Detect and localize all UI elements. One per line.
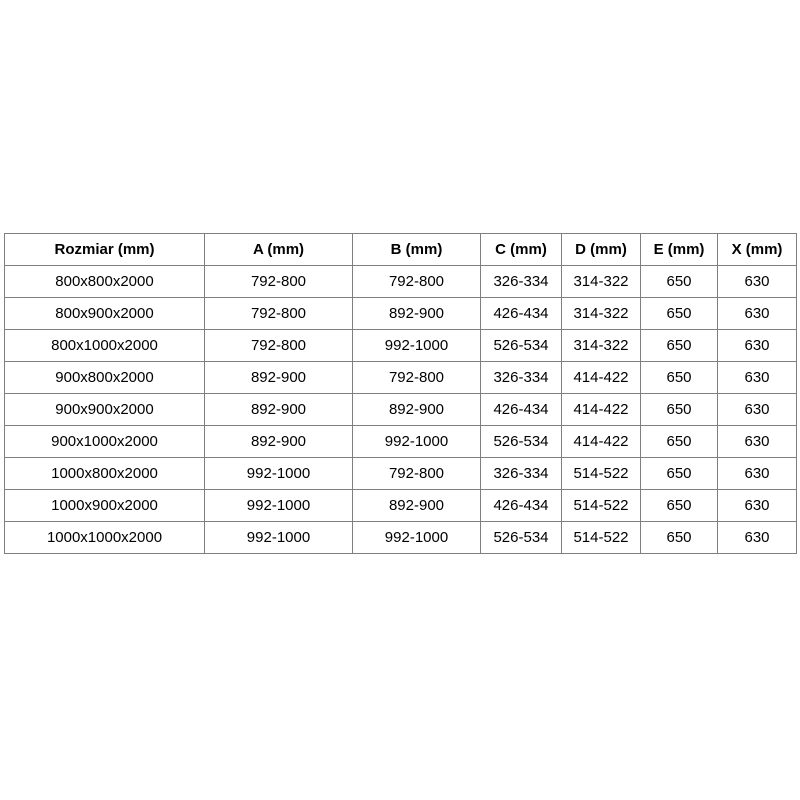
value-cell: 992-1000 — [353, 426, 481, 458]
size-cell: 1000x1000x2000 — [5, 522, 205, 554]
value-cell: 892-900 — [205, 426, 353, 458]
table-row — [5, 458, 797, 490]
value-cell: 650 — [641, 394, 718, 426]
value-cell: 630 — [718, 490, 797, 522]
size-cell: 800x900x2000 — [5, 298, 205, 330]
value-cell: 314-322 — [562, 298, 641, 330]
table-body — [5, 266, 797, 554]
value-cell: 650 — [641, 330, 718, 362]
value-cell: 630 — [718, 362, 797, 394]
value-cell: 630 — [718, 394, 797, 426]
value-cell: 892-900 — [353, 490, 481, 522]
value-cell: 650 — [641, 458, 718, 490]
value-cell: 514-522 — [562, 522, 641, 554]
column-header: E (mm) — [641, 234, 718, 266]
size-cell: 800x1000x2000 — [5, 330, 205, 362]
column-header: B (mm) — [353, 234, 481, 266]
value-cell: 526-534 — [481, 522, 562, 554]
value-cell: 892-900 — [353, 394, 481, 426]
value-cell: 314-322 — [562, 266, 641, 298]
value-cell: 650 — [641, 522, 718, 554]
value-cell: 650 — [641, 298, 718, 330]
value-cell: 792-800 — [205, 266, 353, 298]
table-row — [5, 362, 797, 394]
value-cell: 314-322 — [562, 330, 641, 362]
value-cell: 326-334 — [481, 458, 562, 490]
value-cell: 650 — [641, 490, 718, 522]
size-cell: 800x800x2000 — [5, 266, 205, 298]
dimensions-table — [4, 233, 797, 554]
value-cell: 414-422 — [562, 362, 641, 394]
value-cell: 792-800 — [205, 298, 353, 330]
value-cell: 992-1000 — [205, 490, 353, 522]
value-cell: 892-900 — [353, 298, 481, 330]
value-cell: 630 — [718, 426, 797, 458]
value-cell: 426-434 — [481, 490, 562, 522]
size-cell: 900x800x2000 — [5, 362, 205, 394]
column-header: A (mm) — [205, 234, 353, 266]
value-cell: 526-534 — [481, 426, 562, 458]
table-row — [5, 490, 797, 522]
value-cell: 792-800 — [353, 362, 481, 394]
table-row — [5, 426, 797, 458]
value-cell: 630 — [718, 522, 797, 554]
value-cell: 992-1000 — [205, 522, 353, 554]
value-cell: 426-434 — [481, 298, 562, 330]
value-cell: 414-422 — [562, 394, 641, 426]
value-cell: 630 — [718, 458, 797, 490]
size-cell: 1000x900x2000 — [5, 490, 205, 522]
value-cell: 650 — [641, 426, 718, 458]
table-row — [5, 298, 797, 330]
size-cell: 900x1000x2000 — [5, 426, 205, 458]
value-cell: 326-334 — [481, 266, 562, 298]
value-cell: 630 — [718, 266, 797, 298]
value-cell: 992-1000 — [205, 458, 353, 490]
value-cell: 992-1000 — [353, 330, 481, 362]
value-cell: 892-900 — [205, 362, 353, 394]
value-cell: 514-522 — [562, 458, 641, 490]
column-header: D (mm) — [562, 234, 641, 266]
table-row — [5, 394, 797, 426]
table-row — [5, 522, 797, 554]
value-cell: 630 — [718, 298, 797, 330]
value-cell: 792-800 — [353, 266, 481, 298]
value-cell: 514-522 — [562, 490, 641, 522]
column-header: X (mm) — [718, 234, 797, 266]
size-cell: 900x900x2000 — [5, 394, 205, 426]
column-header: Rozmiar (mm) — [5, 234, 205, 266]
value-cell: 792-800 — [353, 458, 481, 490]
value-cell: 892-900 — [205, 394, 353, 426]
size-cell: 1000x800x2000 — [5, 458, 205, 490]
value-cell: 650 — [641, 362, 718, 394]
value-cell: 326-334 — [481, 362, 562, 394]
value-cell: 792-800 — [205, 330, 353, 362]
table-header-row — [5, 234, 797, 266]
column-header: C (mm) — [481, 234, 562, 266]
value-cell: 526-534 — [481, 330, 562, 362]
value-cell: 630 — [718, 330, 797, 362]
value-cell: 426-434 — [481, 394, 562, 426]
value-cell: 414-422 — [562, 426, 641, 458]
table-row — [5, 266, 797, 298]
value-cell: 650 — [641, 266, 718, 298]
table-row — [5, 330, 797, 362]
value-cell: 992-1000 — [353, 522, 481, 554]
